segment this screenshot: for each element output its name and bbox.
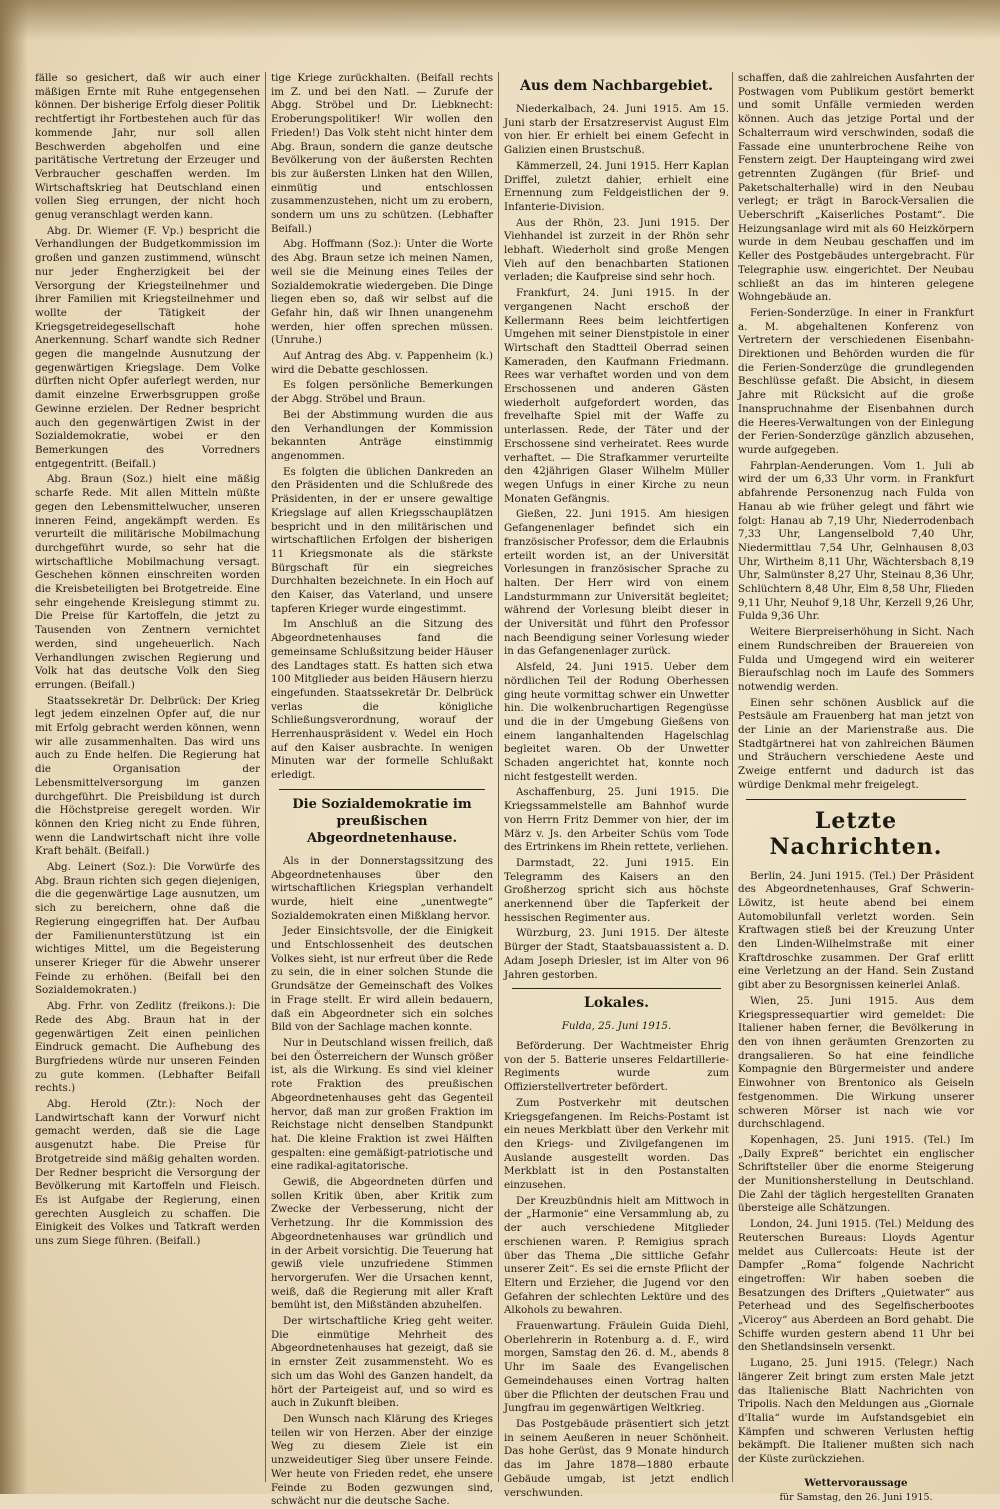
paragraph: Einen sehr schönen Ausblick auf die Pestsäule am Frauenberg hat man jetzt von der Linie an der Marienstraße aus. Die Stadtgärtnerei hat von zahlreichen Bäumen und Sträuchern verschiedene Aeste und Zweige entfernt und dadurch ist das würdige Denkmal mehr freigelegt. — [738, 696, 974, 791]
paragraph: Der Kreuzbündnis hielt am Mittwoch in der „Harmonie“ eine Versammlung ab, zu der auch verschiedene Mitglieder erschienen waren. P. Remigius sprach über das Thema „Die sittliche Gefahr unserer Zeit“. Es sei die ernste Pflicht der Eltern und Erzieher, die Jugend vor den Gefahren der schlechten Lektüre und des Alkohols zu bewahren. — [504, 1194, 729, 1317]
column-rule — [498, 72, 499, 1482]
weather-heading: Wettervoraussage — [804, 1476, 908, 1489]
paragraph: Würzburg, 23. Juni 1915. Der älteste Bürger der Stadt, Staatsbauassistent a. D. Adam Joseph Driesler, ist im Alter von 96 Jahren gestorben. — [504, 927, 729, 981]
paragraph: Aschaffenburg, 25. Juni 1915. Die Kriegssammelstelle am Bahnhof wurde von Herrn Fritz Demmer von hier, der im März v. Js. den Arbeiter Schüs vom Tode des Ertrinkens im Rhein rettete, verliehen. — [504, 786, 729, 854]
page-edge-shadow-left — [0, 0, 28, 1494]
paragraph: Der wirtschaftliche Krieg geht weiter. Die einmütige Mehrheit des Abgeordnetenhauses hat gezeigt, daß sie in ernster Zeit zusammensteht. Wo es sich um das Wohl des Ganzen handelt, da hört der Parteigeist auf, und so wird es auch in Zukunft bleiben. — [271, 1315, 493, 1410]
paragraph: Es folgten die üblichen Dankreden an den Präsidenten und die Schlußrede des Präsidenten, in der er unsere gewaltige Kriegslage auf allen Kriegsschauplätzen bespricht und in den militärischen und wirtschaftlichen Erfolgen der bisherigen 11 Kriegsmonate als die stärkste Bürgschaft für ein siegreiches Durchhalten bezeichnete. In ein Hoch auf den Kaiser, das Vaterland, und unsere tapferen Krieger wurde eingestimmt. — [271, 465, 493, 615]
paragraph: Alsfeld, 24. Juni 1915. Ueber dem nördlichen Teil der Rodung Oberhessen ging heute vormittag schwer ein Unwetter hin. Die wolkenbruchartigen Regengüsse und die in der Umgebung Gießens von einem langanhaltenden Hagelschlag begleitet waren. Ob der Unwetter Schaden angerichtet hat, konnte noch nicht festgestellt werden. — [504, 661, 729, 783]
divider — [279, 789, 485, 790]
paragraph: Weitere Bierpreiserhöhung in Sicht. Nach einem Rundschreiben der Brauereien von Fulda und Umgegend wird ein weiterer Bieraufschlag noch im Laufe des Sommers notwendig werden. — [738, 626, 974, 693]
paragraph: schaffen, daß die zahlreichen Ausfahrten der Postwagen vom Publikum gestört bemerkt und somit Unfälle vermieden werden können. Auch das jetzige Portal und der Schalterraum wird verschwinden, sodaß die Fassade eine ununterbrochene Reihe von Fenstern zeigt. Der Haupteingang wird zwei getrennten Zugängen (für Brief- und Paketschalterhalle) wird in den Neubau verlegt; er trägt in Barock-Versalien die Ueberschrift „Kaiserliches Postamt“. Die Heizungsanlage wird mit als 60 Heizkörpern wurde in dem Neubau geschaffen und im Keller des Postgebäudes untergebracht. Für Telegraphie usw. eingerichtet. Der Neubau schließt an das im hinteren gelegene Wohngebäude an. — [738, 72, 974, 304]
paragraph: Fahrplan-Aenderungen. Vom 1. Juli ab wird der um 6,33 Uhr vorm. in Frankfurt abfahrende Personenzug nach Fulda von Hanau ab wie früher gelegt und fährt wie folgt: Hanau ab 7,19 Uhr, Niederrodenbach 7,33 Uhr, Langenselbold 7,40 Uhr, Niedermittlau 7,54 Uhr, Gelnhausen 8,03 Uhr, Wirtheim 8,11 Uhr, Wächtersbach 8,19 Uhr, Salmünster 8,27 Uhr, Steinau 8,36 Uhr, Schlüchtern 8,48 Uhr, Elm 8,58 Uhr, Flieden 9,11 Uhr, Neuhof 9,18 Uhr, Kerzell 9,26 Uhr, Fulda 9,36 Uhr. — [738, 459, 974, 623]
paragraph: Gießen, 22. Juni 1915. Am hiesigen Gefangenenlager befindet sich ein französischer Professor, dem die Erlaubnis erteilt worden ist, an der Universität Vorlesungen in französischer Sprache zu halten. Der Herr wird von einem Landsturmmann zur Universität begleitet; während der Vorlesung bleibt dieser in der Universität und führt den Professor nach Beendigung seiner Vorlesung wieder in das Gefangenenlager zurück. — [504, 508, 729, 658]
paragraph: Abg. Frhr. von Zedlitz (freikons.): Die Rede des Abg. Braun hat in der gegenwärtigen Zeit einen peinlichen Eindruck gemacht. Die Aufhebung des Burgfriedens würde nur unseren Feinden zu gute kommen. (Lebhafter Beifall rechts.) — [35, 1000, 260, 1095]
page-edge-shadow-top — [0, 0, 1000, 40]
paragraph: tige Kriege zurückhalten. (Beifall rechts im Z. und bei den Natl. — Zurufe der Abgg. Ströbel und Dr. Liebknecht: Eroberungspolitiker! Wir wollen den Frieden!) Das Volk steht nicht hinter dem Abg. Braun, sondern die ganze deutsche Bevölkerung von der äußersten Rechten bis zur äußersten Linken hat den Willen, einmütig und entschlossen zusammenzustehen, nicht um zu erobern, sondern um uns zu schützen. (Lebhafter Beifall.) — [271, 72, 493, 235]
column-rule — [265, 72, 266, 1482]
divider — [512, 988, 721, 989]
paragraph: Abg. Dr. Wiemer (F. Vp.) bespricht die Verhandlungen der Budgetkommission im großen und ganzen zustimmend, wünscht nur jeder Engherzigkeit bei der Versorgung der Kriegsteilnehmer und ihrer Familien mit Kriegsteilnehmer und wollte der Tätigkeit der Kriegsgetreidegesellschaft hohe Anerkennung. Scharf wandte sich Redner gegen die mangelnde Ausnutzung der gegenwärtigen Kriegslage. Dem Volke dürften nicht Opfer auferlegt werden, nur damit einzelne Erwerbsgruppen große Gewinne erzielen. Der Redner bespricht auch den gegenwärtigen Zwist in der Sozialdemokratie, wobei er den Bemerkungen des Vorredners entgegentritt. (Beifall.) — [35, 224, 260, 470]
divider — [746, 799, 966, 800]
paragraph: Beförderung. Der Wachtmeister Ehrig von der 5. Batterie unseres Feldartillerie-Regiments wurde zum Offizierstellvertreter befördert. — [504, 1040, 729, 1094]
paragraph: Kämmerzell, 24. Juni 1915. Herr Kaplan Driffel, zuletzt dahier, erhielt eine Ernennung zum Feldgeistlichen der 9. Infanterie-Division. — [504, 159, 729, 213]
paragraph: Auf Antrag des Abg. v. Pappenheim (k.) wird die Debatte geschlossen. — [271, 350, 493, 376]
paragraph: Frauenwartung. Fräulein Guida Diehl, Oberlehrerin in Rotenburg a. d. F., wird morgen, Samstag den 26. d. M., abends 8 Uhr im Saale des Evangelischen Gemeindehauses einen Vortrag halten über die Pflichten der deutschen Frau und Jungfrau im gegenwärtigen Weltkrieg. — [504, 1320, 729, 1415]
paragraph: Abg. Leinert (Soz.): Die Vorwürfe des Abg. Braun richten sich gegen diejenigen, die die gegenwärtige Lage ausnutzen, um sich zu bereichern, ohne daß die Regierung eingegriffen hat. Der Aufbau der Familienunterstützung ist ein wichtiges Mittel, um die Begeisterung unserer Krieger für die Abwehr unserer Feinde zu erhöhen. (Beifall bei den Sozialdemokraten.) — [35, 861, 260, 997]
paragraph: Abg. Herold (Ztr.): Noch der Landwirtschaft kann der Vorwurf nicht gemacht werden, daß sie die Lage ausgenutzt habe. Die Preise für Brotgetreide sind mäßig gehalten worden. Der Redner bespricht die Versorgung der Bevölkerung mit Kartoffeln und Fleisch. Es ist Aufgabe der Regierung, einen gerechten Ausgleich zu schaffen. Die Einigkeit des Volkes und Tatkraft werden uns zum Siege führen. (Beifall.) — [35, 1098, 260, 1248]
weather-subheading: für Samstag, den 26. Juni 1915. — [779, 1491, 933, 1503]
dateline: Fulda, 25. Juni 1915. — [561, 1020, 672, 1033]
section-heading: Lokales. — [584, 995, 649, 1012]
paragraph: Darmstadt, 22. Juni 1915. Ein Telegramm des Kaisers an den Großherzog spricht sich aus höchste anerkennend über die Tapferkeit der hessischen Regimenter aus. — [504, 856, 729, 924]
paragraph: Staatssekretär Dr. Delbrück: Der Krieg legt jedem einzelnen Opfer auf, die nur mit Erfolg gebracht werden können, wenn wir alle zusammenhalten. Das wird uns auch zu Ende helfen. Die Regierung hat die Organisation der Lebensmittelversorgung im ganzen durchgeführt. Die Preisbildung ist durch die Höchstpreise geregelt worden. Wir können den Krieg nicht zu Ende führen, wenn die Landwirtschaft nicht ihre volle Kraft behält. (Beifall.) — [35, 694, 260, 858]
paragraph: Zum Postverkehr mit deutschen Kriegsgefangenen. Im Reichs-Postamt ist ein neues Merkblatt über den Verkehr mit den Kriegs- und Zivilgefangenen im Auslande ausgestellt worden. Das Merkblatt ist in den Postanstalten einzusehen. — [504, 1096, 729, 1192]
paragraph: Abg. Braun (Soz.) hielt eine mäßig scharfe Rede. Mit allen Mitteln müßte gegen den Lebensmittelwucher, unseren inneren Feind, angekämpft werden. Es verurteilt die militärische Mobilmachung durchgeführt wurde, so sehr hat die wirtschaftliche Mobilmachung versagt. Geschehen können einschreiten worden die Kreisbeteiligten bei Brotgetreide. Eine sehr eingehende Kreislegung stimmt zu. Die Preise für Kartoffeln, die jetzt zu Tausenden von Zentnern vernichtet werden, sind ungeheuerlich. Nach Verhandlungen zwischen Regierung und Volk hat das deutsche Volk den Sieg errungen. (Beifall.) — [35, 473, 260, 691]
paragraph: Aus der Rhön, 23. Juni 1915. Der Viehhandel ist zurzeit in der Rhön sehr lebhaft. Wiederholt sind große Mengen Vieh auf den benachbarten Stationen verladen; die Kaufpreise sind sehr hoch. — [504, 216, 729, 284]
paragraph: Frankfurt, 24. Juni 1915. In der vergangenen Nacht erschoß der Kellermann Rees beim leichtfertigen Umgehen mit seiner Dienstpistole in einer Wirtschaft den Stadtteil Oberrad seinen Kameraden, den Kaufmann Friedmann. Rees war verhaftet worden und von dem Erschossenen und anderen Gästen wiederholt aufgefordert worden, das frevelhafte Spiel mit der Waffe zu unterlassen. Rede, der Täter und der Erschossene sind verheiratet. Rees wurde verhaftet. — Die Strafkammer verurteilte den 42jährigen Glaser Wilhelm Müller wegen Unfugs in einer Kirche zu neun Monaten Gefängnis. — [504, 287, 729, 505]
paragraph: Als in der Donnerstagssitzung des Abgeordnetenhauses über den wirtschaftlichen Kriegsplan verhandelt wurde, hielt eine „unentwegte“ Sozialdemokraten einen Mißklang hervor. — [271, 854, 493, 922]
paragraph: Abg. Hoffmann (Soz.): Unter die Worte des Abg. Braun setze ich meinen Namen, weil sie die Meinung eines Teiles der Sozialdemokratie wiedergeben. Die Dinge liegen eben so, daß wir selbst auf die Gefahr hin, daß wir Ihnen unangenehm werden, hier offen sprechen müssen. (Unruhe.) — [271, 238, 493, 347]
paragraph: Berlin, 24. Juni 1915. (Tel.) Der Präsident des Abgeordnetenhauses, Graf Schwerin-Löwitz, ist heute abend bei einem Automobilunfall verletzt worden. Sein Kraftwagen stieß bei der Kreuzung Unter den Linden-Wilhelmstraße mit einer Kraftdroschke zusammen. Der Graf erlitt eine Verletzung an der Hand. Sein Zustand gibt aber zu Besorgnissen keinerlei Anlaß. — [738, 869, 974, 992]
paragraph: Das Postgebäude präsentiert sich jetzt in seinem Aeußeren in neuer Schönheit. Das hohe Gerüst, das 9 Monate hindurch das im Jahre 1878—1880 erbaute Gebäude umgab, ist jetzt endlich verschwunden. — [504, 1417, 729, 1499]
paragraph: fälle so gesichert, daß wir auch einer mäßigen Ernte mit Ruhe entgegensehen können. Der bisherige Erfolg dieser Politik rechtfertigt ihr Fortbestehen auch für das kommende Jahr, nur soll allen Beschwerden abgeholfen und eine paritätische Vertretung der Erzeuger und Verbraucher geschaffen werden. Im Wirtschaftskrieg hat Deutschland einen vollen Sieg errungen, der nicht hoch genug veranschlagt werden kann. — [35, 72, 260, 222]
paragraph: London, 24. Juni 1915. (Tel.) Meldung des Reuterschen Bureaus: Lloyds Agentur meldet aus Cullercoats: Heute ist der Dampfer „Roma“ folgende Nachricht eingetroffen: Wir haben soeben die Besatzungen des Drifters „Quietwater“ aus Peterhead und des Segelfischerbootes „Viceroy“ aus Aberdeen an Bord gehabt. Die Schiffe wurden gestern abend 11 Uhr bei den Shetlandsinseln versenkt. — [738, 1218, 974, 1354]
paragraph: Bei der Abstimmung wurden die aus den Verhandlungen der Kommission bekannten Anträge einstimmig angenommen. — [271, 408, 493, 462]
article-heading: Die Sozialdemokratie im preußischen Abgeordnetenhause. — [292, 796, 472, 846]
column-2 — [271, 72, 493, 1508]
paragraph: Den Wunsch nach Klärung des Krieges teilen wir von Herzen. Aber der einzige Weg zu diesem Ziele ist ein unzweideutiger Sieg über unsere Feinde. Wer heute von Frieden redet, ehe unsere Feinde zu Boden gezwungen sind, schwächt nur die deutsche Sache. — [271, 1412, 493, 1508]
paragraph: Ferien-Sonderzüge. In einer in Frankfurt a. M. abgehaltenen Konferenz von Vertretern der verschiedenen Eisenbahn-Direktionen und Behörden wurden die für die Ferien-Sonderzüge die grundlegenden Beschlüsse gefaßt. Die Absicht, in diesem Jahre mit Rücksicht auf die große Inanspruchnahme der Eisenbahnen durch die Heeres-Verwaltungen von der Einlegung der Ferien-Sonderzüge gänzlich abzusehen, wurde aufgegeben. — [738, 306, 974, 456]
column-rule — [732, 72, 733, 1482]
paragraph: Nur in Deutschland wissen freilich, daß bei den Österreichern der Wunsch größer ist, als die Wirkung. Es sind viel kleiner rote Fraktion des preußischen Abgeordnetenhauses geht das Gegenteil hervor, daß man zur großen Fraktion im Reichstage nicht denselben Standpunkt hat. Die kleine Fraktion ist zwei Hälften gespalten: eine gemäßigt-patriotische und eine radikal-agitatorische. — [271, 1037, 493, 1173]
column-4 — [738, 72, 974, 1503]
paragraph: Jeder Einsichtsvolle, der die Einigkeit und Entschlossenheit des deutschen Volkes sieht, ist nur erfreut über die Rede zu sein, die in einer solchen Stunde die Grundsätze der Gemeinschaft des Volkes in Frage stellt. Er wird allein bedauern, daß ein Abgeordneter sich ein solches Bild von der Sachlage machen konnte. — [271, 925, 493, 1034]
paragraph: Wien, 25. Juni 1915. Aus dem Kriegspressequartier wird gemeldet: Die Italiener haben ferner, die Bevölkerung in den von ihnen geräumten Grenzorten zu drangsalieren. So hat eine feindliche Kompagnie den Bürgermeister und andere Einwohner von Brentonico als Geiseln festgenommen. Die Wirkung unserer schweren Mörser ist nach wie vor durchschlagend. — [738, 994, 974, 1131]
paragraph: Es folgen persönliche Bemerkungen der Abgg. Ströbel und Braun. — [271, 379, 493, 406]
section-heading: Letzte Nachrichten. — [769, 807, 943, 860]
paragraph: Lugano, 25. Juni 1915. (Telegr.) Nach längerer Zeit bringt zum ersten Male jetzt das Italienische Blatt Nachrichten von Tripolis. Nach den Meldungen aus „Giornale d'Italia“ wurde im Aufstandsgebiet ein Kämpfen und schweren Verlusten heftig bekämpft. Die Italiener mußten sich nach der Küste zurückziehen. — [738, 1357, 974, 1466]
column-1 — [35, 72, 260, 1482]
section-heading: Aus dem Nachbargebiet. — [519, 78, 714, 94]
paragraph: Kopenhagen, 25. Juni 1915. (Tel.) Im „Daily Expreß“ berichtet ein englischer Schriftsteller über die enorme Steigerung der Munitionsherstellung in Deutschland. Die Zahl der täglich hergestellten Granaten übersteige alle Schätzungen. — [738, 1133, 974, 1215]
column-3 — [504, 72, 729, 1499]
paragraph: Gewiß, die Abgeordneten dürfen und sollen Kritik üben, aber Kritik zum Zwecke der Verbesserung, nicht der Verhetzung. Ihr die Kommission des Abgeordnetenhauses war gründlich und in der Arbeit vorsichtig. Die Teuerung hat gewiß viele unzufriedene Stimmen hervorgerufen. Wer die Ursachen kennt, weiß, daß die Regierung mit aller Kraft bemüht ist, den Mißständen abzuhelfen. — [271, 1176, 493, 1312]
paragraph: Im Anschluß an die Sitzung des Abgeordnetenhauses fand die gemeinsame Schlußsitzung beider Häuser des Landtages statt. Es hatten sich etwa 100 Mitglieder aus beiden Häusern hierzu eingefunden. Staatssekretär Dr. Delbrück verlas die königliche Schließungsverordnung, worauf der Herrenhauspräsident v. Wedel ein Hoch auf den Kaiser ausbrachte. In wenigen Minuten war der formelle Schlußakt erledigt. — [271, 618, 493, 782]
paragraph: Niederkalbach, 24. Juni 1915. Am 15. Juni starb der Ersatzreservist August Elm von hier. Er erhielt bei einem Gefecht in Galizien einen Brustschuß. — [504, 103, 729, 157]
